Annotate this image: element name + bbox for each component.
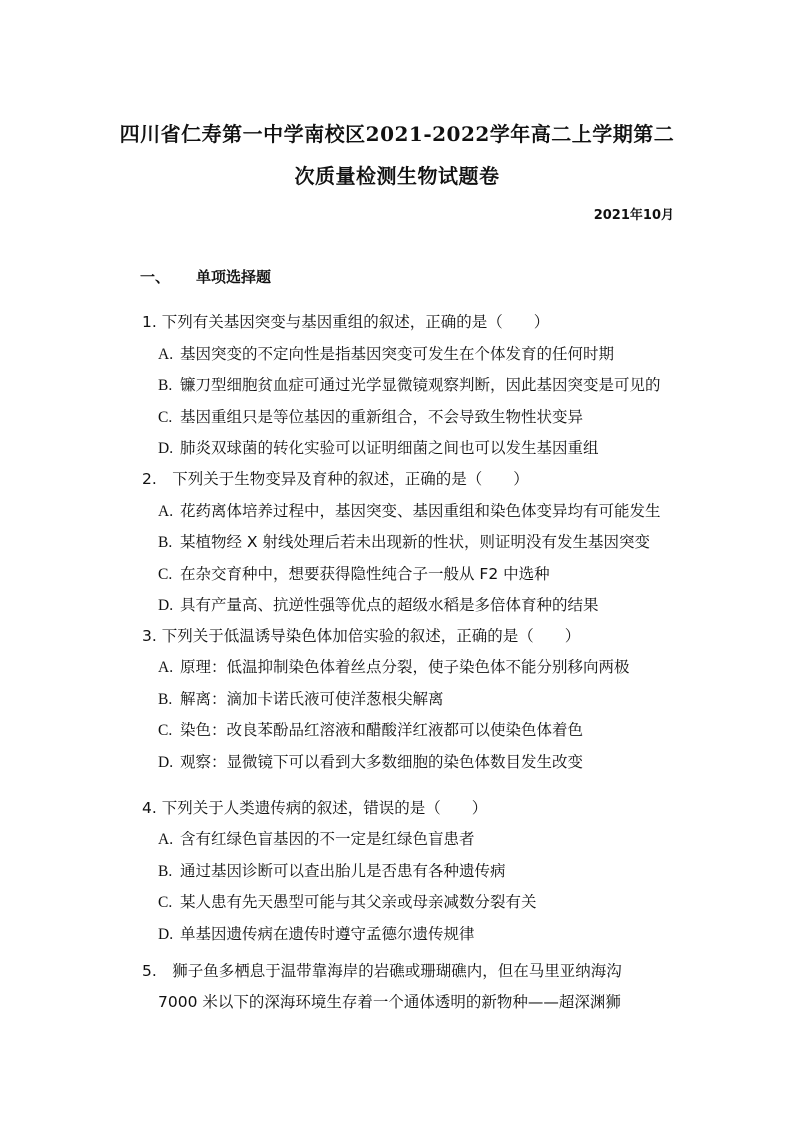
option-text: 通过基因诊断可以查出胎儿是否患有各种遗传病 [180, 862, 506, 880]
option-letter: A. [158, 659, 174, 676]
option-letter: C. [158, 894, 173, 911]
option-text: 原理：低温抑制染色体着丝点分裂，使子染色体不能分别移向两极 [180, 658, 630, 676]
question-4-stem: 4. 下列关于人类遗传病的叙述，错误的是（ ） [142, 799, 488, 817]
question-3-option-c [158, 718, 583, 740]
option-letter: D. [158, 754, 174, 771]
question-1-option-c [158, 405, 583, 427]
question-2-option-b [158, 530, 650, 552]
question-2-stem: 2. 下列关于生物变异及育种的叙述，正确的是（ ） [142, 470, 529, 488]
question-2-option-d [158, 593, 599, 615]
option-letter: C. [158, 409, 173, 426]
question-1-stem: 1. 下列有关基因突变与基因重组的叙述，正确的是（ ） [142, 313, 550, 331]
option-letter: B. [158, 534, 173, 551]
question-5-stem: 5. 狮子鱼多栖息于温带靠海岸的岩礁或珊瑚礁内，但在马里亚纳海沟 [142, 962, 622, 980]
question-4-option-d [158, 922, 475, 944]
question-4-option-b [158, 859, 506, 881]
question-5-continuation: 7000 米以下的深海环境生存着一个通体透明的新物种——超深渊狮 [158, 993, 621, 1011]
section-number: 一、 [140, 268, 171, 286]
option-text: 单基因遗传病在遗传时遵守孟德尔遗传规律 [180, 925, 475, 943]
option-text: 含有红绿色盲基因的不一定是红绿色盲患者 [180, 830, 475, 848]
question-3-option-a [158, 655, 630, 677]
question-2-option-c [158, 562, 550, 584]
option-text: 花药离体培养过程中，基因突变、基因重组和染色体变异均有可能发生 [180, 502, 661, 520]
question-3-stem: 3. 下列关于低温诱导染色体加倍实验的叙述，正确的是（ ） [142, 627, 581, 645]
option-text: 基因重组只是等位基因的重新组合，不会导致生物性状变异 [180, 408, 584, 426]
option-text: 某植物经 X 射线处理后若未出现新的性状，则证明没有发生基因突变 [180, 533, 650, 551]
question-3-option-b [158, 687, 444, 709]
option-letter: C. [158, 566, 173, 583]
option-letter: A. [158, 346, 174, 363]
option-text: 观察：显微镜下可以看到大多数细胞的染色体数目发生改变 [180, 753, 584, 771]
option-letter: C. [158, 722, 173, 739]
option-text: 具有产量高、抗逆性强等优点的超级水稻是多倍体育种的结果 [180, 596, 599, 614]
option-text: 在杂交育种中，想要获得隐性纯合子一般从 F2 中选种 [180, 565, 550, 583]
option-letter: A. [158, 503, 174, 520]
question-4-option-a [158, 827, 475, 849]
page-title-line-2: 次质量检测生物试题卷 [294, 164, 500, 188]
option-text: 肺炎双球菌的转化实验可以证明细菌之间也可以发生基因重组 [180, 439, 599, 457]
exam-date: 2021年10月 [593, 208, 674, 223]
question-3-option-d [158, 750, 583, 772]
question-1-option-a [158, 342, 614, 364]
question-2-option-a [158, 499, 661, 521]
question-4-option-c [158, 890, 537, 912]
option-text: 某人患有先天愚型可能与其父亲或母亲减数分裂有关 [180, 893, 537, 911]
option-text: 染色：改良苯酚品红溶液和醋酸洋红液都可以使染色体着色 [180, 721, 584, 739]
section-heading [140, 266, 271, 287]
option-letter: D. [158, 926, 174, 943]
option-letter: A. [158, 831, 174, 848]
section-label: 单项选择题 [196, 268, 272, 286]
option-text: 基因突变的不定向性是指基因突变可发生在个体发育的任何时期 [180, 345, 615, 363]
option-letter: D. [158, 597, 174, 614]
option-letter: B. [158, 691, 173, 708]
option-text: 解离：滴加卡诺氏液可使洋葱根尖解离 [180, 690, 444, 708]
option-letter: B. [158, 863, 173, 880]
question-1-option-d [158, 436, 599, 458]
option-letter: D. [158, 440, 174, 457]
question-1-option-b [158, 373, 661, 395]
option-text: 镰刀型细胞贫血症可通过光学显微镜观察判断，因此基因突变是可见的 [180, 376, 661, 394]
option-letter: B. [158, 377, 173, 394]
page-title-line-1: 四川省仁寿第一中学南校区2021-2022学年高二上学期第二 [119, 122, 675, 146]
